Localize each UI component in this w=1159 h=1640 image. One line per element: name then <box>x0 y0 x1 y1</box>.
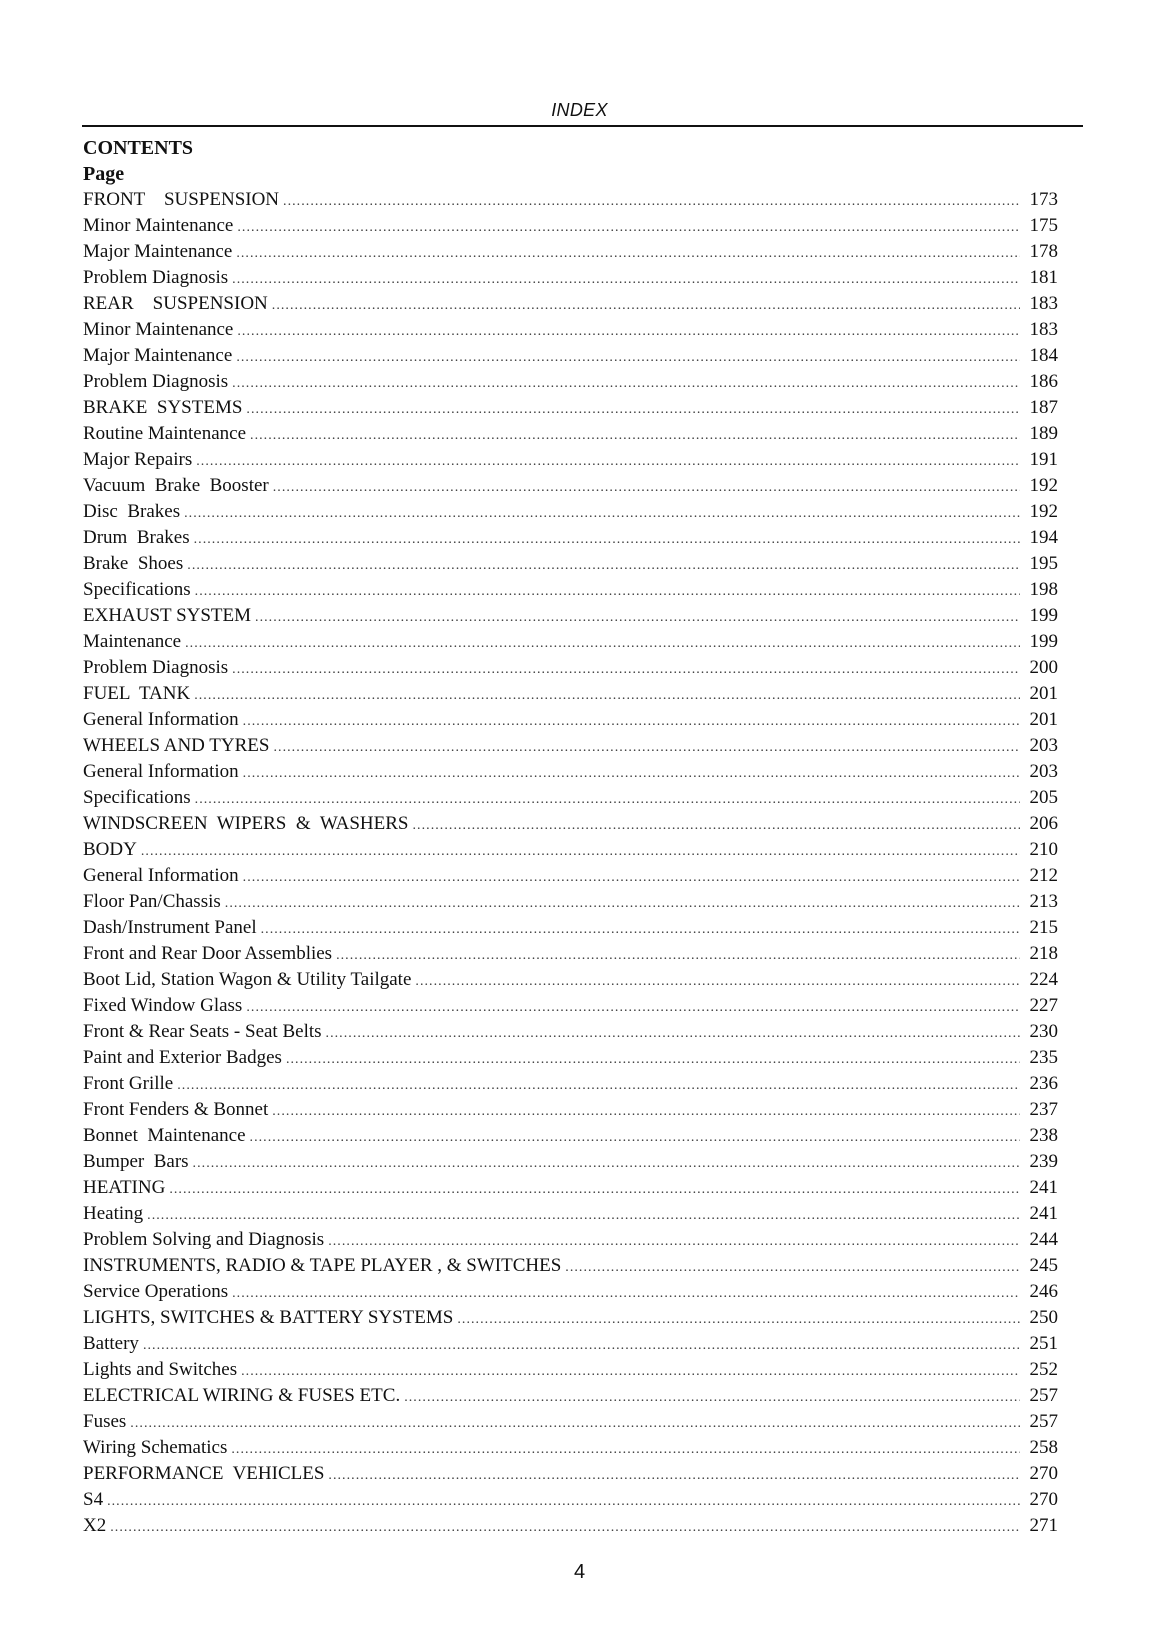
toc-entry <box>83 1071 1058 1097</box>
toc-entry-page-number: 227 <box>1029 995 1058 1016</box>
toc-entry-page-number: 215 <box>1029 917 1058 938</box>
toc-entry-title: Heating <box>83 1203 144 1224</box>
toc-entry-page-number: 213 <box>1029 891 1058 912</box>
toc-entry <box>83 1123 1058 1149</box>
toc-entry <box>83 1149 1058 1175</box>
dot-leader <box>187 553 1020 577</box>
toc-entry <box>83 187 1058 213</box>
toc-entry <box>83 239 1058 265</box>
contents-heading: CONTENTS <box>83 137 194 159</box>
toc-entry-page-number: 241 <box>1029 1203 1058 1224</box>
toc-entry <box>83 1383 1058 1409</box>
dot-leader <box>273 735 1020 759</box>
toc-entry-page-number: 258 <box>1029 1437 1058 1458</box>
toc-entry-title: Paint and Exterior Badges <box>83 1047 282 1068</box>
toc-entry-page-number: 201 <box>1029 683 1058 704</box>
toc-entry-page-number: 252 <box>1029 1359 1058 1380</box>
toc-entry-title: Routine Maintenance <box>83 423 247 444</box>
toc-entry-title: Problem Diagnosis <box>83 267 229 288</box>
toc-entry-page-number: 195 <box>1029 553 1058 574</box>
toc-entry <box>83 993 1058 1019</box>
dot-leader <box>243 709 1020 733</box>
toc-entry-page-number: 271 <box>1029 1515 1058 1536</box>
dot-leader <box>194 683 1020 707</box>
dot-leader <box>194 527 1020 551</box>
toc-entry-title: Disc Brakes <box>83 501 181 522</box>
toc-entry <box>83 1435 1058 1461</box>
toc-entry-title: S4 <box>83 1489 104 1510</box>
toc-entry-page-number: 192 <box>1029 475 1058 496</box>
dot-leader <box>195 787 1020 811</box>
toc-entry-title: X2 <box>83 1515 107 1536</box>
toc-entry <box>83 1019 1058 1045</box>
toc-entry-page-number: 178 <box>1029 241 1058 262</box>
toc-entry-title: Brake Shoes <box>83 553 184 574</box>
toc-entry <box>83 733 1058 759</box>
toc-entry-page-number: 194 <box>1029 527 1058 548</box>
dot-leader <box>326 1021 1020 1045</box>
toc-entry-page-number: 245 <box>1029 1255 1058 1276</box>
toc-entry-page-number: 189 <box>1029 423 1058 444</box>
toc-entry-title: Minor Maintenance <box>83 215 234 236</box>
toc-entry <box>83 837 1058 863</box>
toc-entry-page-number: 257 <box>1029 1411 1058 1432</box>
toc-entry-page-number: 270 <box>1029 1463 1058 1484</box>
toc-entry <box>83 1331 1058 1357</box>
toc-entry-page-number: 236 <box>1029 1073 1058 1094</box>
toc-entry <box>83 1201 1058 1227</box>
dot-leader <box>246 397 1020 421</box>
toc-entry-page-number: 206 <box>1029 813 1058 834</box>
toc-entry-page-number: 198 <box>1029 579 1058 600</box>
dot-leader <box>196 449 1020 473</box>
dot-leader <box>236 241 1020 265</box>
toc-entry <box>83 655 1058 681</box>
toc-entry-title: Battery <box>83 1333 139 1354</box>
toc-entry-title: WINDSCREEN WIPERS & WASHERS <box>83 813 409 834</box>
toc-entry-title: Dash/Instrument Panel <box>83 917 257 938</box>
toc-entry-title: Problem Diagnosis <box>83 371 229 392</box>
toc-entry <box>83 1409 1058 1435</box>
toc-entry <box>83 551 1058 577</box>
toc-entry-page-number: 191 <box>1029 449 1058 470</box>
running-head-title: INDEX <box>551 100 608 120</box>
dot-leader <box>143 1333 1020 1357</box>
toc-entry-title: Specifications <box>83 579 191 600</box>
toc-entry <box>83 577 1058 603</box>
toc-entry-title: Lights and Switches <box>83 1359 238 1380</box>
dot-leader <box>237 215 1020 239</box>
toc-entry <box>83 1357 1058 1383</box>
toc-entry <box>83 395 1058 421</box>
toc-entry-title: Front Fenders & Bonnet <box>83 1099 269 1120</box>
toc-entry-title: Specifications <box>83 787 191 808</box>
dot-leader <box>241 1359 1020 1383</box>
toc-entry-title: Fixed Window Glass <box>83 995 243 1016</box>
dot-leader <box>255 605 1020 629</box>
toc-entry <box>83 759 1058 785</box>
toc-entry-page-number: 238 <box>1029 1125 1058 1146</box>
dot-leader <box>246 995 1020 1019</box>
toc-entry <box>83 369 1058 395</box>
toc-entry-page-number: 246 <box>1029 1281 1058 1302</box>
dot-leader <box>283 189 1020 213</box>
dot-leader <box>415 969 1020 993</box>
toc-entry <box>83 317 1058 343</box>
dot-leader <box>232 657 1020 681</box>
dot-leader <box>286 1047 1020 1071</box>
toc-entry-page-number: 205 <box>1029 787 1058 808</box>
toc-entry-page-number: 203 <box>1029 761 1058 782</box>
toc-entry <box>83 915 1058 941</box>
toc-entry <box>83 941 1058 967</box>
toc-entry <box>83 785 1058 811</box>
toc-entry-page-number: 203 <box>1029 735 1058 756</box>
toc-entry-page-number: 239 <box>1029 1151 1058 1172</box>
dot-leader <box>404 1385 1020 1409</box>
dot-leader <box>250 423 1020 447</box>
toc-entry-title: ELECTRICAL WIRING & FUSES ETC. <box>83 1385 401 1406</box>
toc-entry <box>83 1279 1058 1305</box>
toc-entry-page-number: 181 <box>1029 267 1058 288</box>
toc-entry-page-number: 210 <box>1029 839 1058 860</box>
toc-entry-page-number: 270 <box>1029 1489 1058 1510</box>
toc-entry <box>83 525 1058 551</box>
dot-leader <box>261 917 1020 941</box>
toc-entry-title: Floor Pan/Chassis <box>83 891 221 912</box>
dot-leader <box>336 943 1020 967</box>
toc-entry-title: PERFORMANCE VEHICLES <box>83 1463 325 1484</box>
dot-leader <box>185 631 1020 655</box>
toc-entry <box>83 421 1058 447</box>
toc-entry <box>83 681 1058 707</box>
dot-leader <box>250 1125 1020 1149</box>
dot-leader <box>195 579 1020 603</box>
toc-entry <box>83 473 1058 499</box>
toc-entry-page-number: 184 <box>1029 345 1058 366</box>
table-of-contents <box>83 187 1058 1539</box>
toc-entry-title: FRONT SUSPENSION <box>83 189 280 210</box>
toc-entry-title: REAR SUSPENSION <box>83 293 268 314</box>
toc-entry-page-number: 186 <box>1029 371 1058 392</box>
dot-leader <box>272 1099 1020 1123</box>
dot-leader <box>110 1515 1020 1539</box>
toc-entry <box>83 1487 1058 1513</box>
toc-entry <box>83 1513 1058 1539</box>
dot-leader <box>413 813 1021 837</box>
toc-entry <box>83 213 1058 239</box>
toc-entry-page-number: 192 <box>1029 501 1058 522</box>
toc-entry-page-number: 251 <box>1029 1333 1058 1354</box>
toc-entry-title: EXHAUST SYSTEM <box>83 605 252 626</box>
toc-entry-title: Bonnet Maintenance <box>83 1125 246 1146</box>
toc-entry-page-number: 250 <box>1029 1307 1058 1328</box>
dot-leader <box>193 1151 1020 1175</box>
toc-entry-page-number: 218 <box>1029 943 1058 964</box>
dot-leader <box>107 1489 1020 1513</box>
toc-entry <box>83 1305 1058 1331</box>
toc-entry-title: Problem Solving and Diagnosis <box>83 1229 325 1250</box>
toc-entry-page-number: 173 <box>1029 189 1058 210</box>
dot-leader <box>232 371 1020 395</box>
toc-entry <box>83 291 1058 317</box>
toc-entry-page-number: 187 <box>1029 397 1058 418</box>
dot-leader <box>328 1463 1020 1487</box>
toc-entry-title: Front and Rear Door Assemblies <box>83 943 333 964</box>
toc-entry-title: Fuses <box>83 1411 127 1432</box>
dot-leader <box>232 1281 1020 1305</box>
toc-entry <box>83 265 1058 291</box>
dot-leader <box>243 761 1020 785</box>
dot-leader <box>130 1411 1020 1435</box>
toc-entry-page-number: 175 <box>1029 215 1058 236</box>
toc-entry-title: Boot Lid, Station Wagon & Utility Tailgate <box>83 969 412 990</box>
toc-entry <box>83 447 1058 473</box>
toc-entry-title: Wiring Schematics <box>83 1437 228 1458</box>
dot-leader <box>231 1437 1020 1461</box>
dot-leader <box>236 345 1020 369</box>
toc-entry-title: Bumper Bars <box>83 1151 189 1172</box>
toc-entry <box>83 1461 1058 1487</box>
toc-entry <box>83 1175 1058 1201</box>
toc-entry-title: BODY <box>83 839 137 860</box>
toc-entry-title: General Information <box>83 761 239 782</box>
toc-entry-title: Front Grille <box>83 1073 174 1094</box>
toc-entry-page-number: 230 <box>1029 1021 1058 1042</box>
dot-leader <box>141 839 1020 863</box>
toc-entry <box>83 343 1058 369</box>
toc-entry-page-number: 257 <box>1029 1385 1058 1406</box>
toc-entry-page-number: 183 <box>1029 293 1058 314</box>
toc-entry-title: Problem Diagnosis <box>83 657 229 678</box>
toc-entry-title: Minor Maintenance <box>83 319 234 340</box>
dot-leader <box>147 1203 1020 1227</box>
toc-entry <box>83 967 1058 993</box>
dot-leader <box>184 501 1020 525</box>
toc-entry <box>83 603 1058 629</box>
toc-entry <box>83 707 1058 733</box>
toc-entry-title: Drum Brakes <box>83 527 190 548</box>
toc-entry-title: BRAKE SYSTEMS <box>83 397 243 418</box>
toc-entry-title: INSTRUMENTS, RADIO & TAPE PLAYER , & SWITCHES <box>83 1255 562 1276</box>
header-rule <box>82 125 1083 127</box>
toc-entry-title: WHEELS AND TYRES <box>83 735 270 756</box>
toc-entry-title: FUEL TANK <box>83 683 191 704</box>
dot-leader <box>273 475 1020 499</box>
toc-entry <box>83 1045 1058 1071</box>
dot-leader <box>232 267 1020 291</box>
dot-leader <box>328 1229 1020 1253</box>
toc-entry-page-number: 235 <box>1029 1047 1058 1068</box>
dot-leader <box>243 865 1020 889</box>
toc-entry-title: LIGHTS, SWITCHES & BATTERY SYSTEMS <box>83 1307 454 1328</box>
toc-entry <box>83 811 1058 837</box>
toc-entry-page-number: 199 <box>1029 605 1058 626</box>
toc-entry-title: Vacuum Brake Booster <box>83 475 269 496</box>
toc-entry-page-number: 224 <box>1029 969 1058 990</box>
page-number: 4 <box>573 1561 586 1583</box>
toc-entry-title: General Information <box>83 709 239 730</box>
toc-entry <box>83 1097 1058 1123</box>
toc-entry-title: Major Maintenance <box>83 241 233 262</box>
toc-entry <box>83 1227 1058 1253</box>
toc-entry <box>83 889 1058 915</box>
toc-entry-page-number: 244 <box>1029 1229 1058 1250</box>
toc-entry-title: Major Repairs <box>83 449 193 470</box>
toc-entry-page-number: 237 <box>1029 1099 1058 1120</box>
toc-entry <box>83 1253 1058 1279</box>
dot-leader <box>177 1073 1020 1097</box>
toc-entry-title: Major Maintenance <box>83 345 233 366</box>
toc-entry-title: Maintenance <box>83 631 182 652</box>
toc-entry <box>83 863 1058 889</box>
dot-leader <box>237 319 1020 343</box>
dot-leader <box>565 1255 1020 1279</box>
toc-entry-page-number: 183 <box>1029 319 1058 340</box>
toc-entry-title: General Information <box>83 865 239 886</box>
toc-entry-page-number: 199 <box>1029 631 1058 652</box>
dot-leader <box>225 891 1020 915</box>
toc-entry-title: Front & Rear Seats - Seat Belts <box>83 1021 322 1042</box>
toc-entry-page-number: 200 <box>1029 657 1058 678</box>
toc-entry-page-number: 201 <box>1029 709 1058 730</box>
toc-entry <box>83 499 1058 525</box>
toc-entry-page-number: 241 <box>1029 1177 1058 1198</box>
dot-leader <box>169 1177 1020 1201</box>
dot-leader <box>457 1307 1020 1331</box>
toc-entry-title: Service Operations <box>83 1281 229 1302</box>
toc-entry-title: HEATING <box>83 1177 166 1198</box>
toc-entry <box>83 629 1058 655</box>
page-column-label: Page <box>83 163 125 185</box>
toc-entry-page-number: 212 <box>1029 865 1058 886</box>
dot-leader <box>272 293 1020 317</box>
